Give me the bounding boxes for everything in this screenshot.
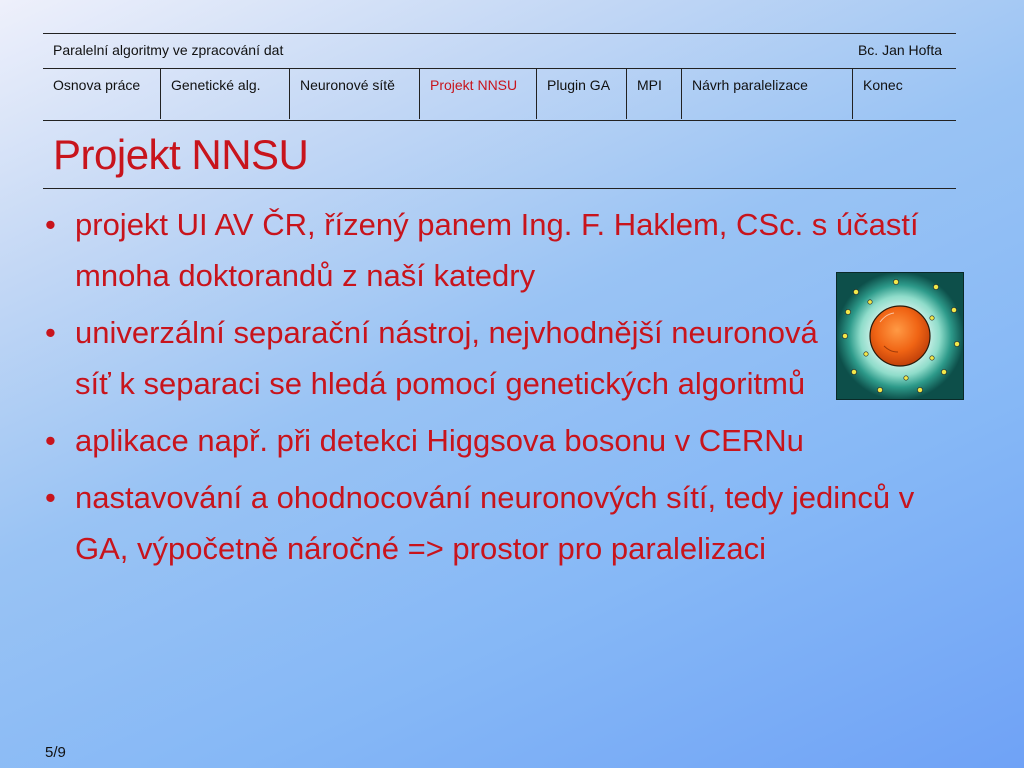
nav-item-navrh[interactable]: Návrh paralelizace: [682, 69, 853, 119]
bullet-text: projekt UI AV ČR, řízený panem Ing. F. Haklem, CSc. s účastí mnoha doktorandů z naší katedry: [75, 207, 919, 293]
nav-item-konec[interactable]: Konec: [863, 77, 903, 93]
nav-item-geneticke[interactable]: Genetické alg.: [161, 69, 290, 119]
nav-bar: [43, 69, 956, 119]
bullet-item: [45, 415, 965, 466]
presentation-title: Paralelní algoritmy ve zpracování dat: [53, 42, 284, 58]
title-divider: [43, 188, 956, 189]
author-name: Bc. Jan Hofta: [857, 42, 942, 58]
cell-particle-clipart: [836, 272, 964, 400]
bullet-text: univerzální separační nástroj, nejvhodnější neuronová síť k separaci se hledá pomocí genetických algoritmů: [75, 315, 818, 401]
bullet-text: aplikace např. při detekci Higgsova bosonu v CERNu: [75, 423, 804, 458]
bullet-text: nastavování a ohodnocování neuronových sítí, tedy jedinců v GA, výpočetně náročné => prostor pro paralelizaci: [75, 480, 915, 566]
bullet-dot-icon: •: [45, 315, 56, 350]
bullet-dot-icon: •: [45, 423, 56, 458]
nav-item-plugin-ga[interactable]: Plugin GA: [537, 69, 627, 119]
bullet-item: [45, 307, 820, 409]
slide-title: Projekt NNSU: [53, 131, 309, 178]
bullet-item: [45, 199, 965, 301]
page-number: 5/9: [45, 744, 66, 761]
header-bar: [43, 34, 956, 69]
nav-item-mpi[interactable]: MPI: [627, 69, 682, 119]
bullet-dot-icon: •: [45, 207, 56, 242]
bullet-item: [45, 472, 965, 574]
bullet-dot-icon: •: [45, 480, 56, 515]
bullet-list: [45, 199, 965, 580]
nav-item-osnova[interactable]: Osnova práce: [43, 69, 161, 119]
header-table: [43, 33, 956, 121]
nav-item-projekt-nnsu[interactable]: Projekt NNSU: [420, 69, 537, 119]
nav-item-neuronove[interactable]: Neuronové sítě: [290, 69, 420, 119]
